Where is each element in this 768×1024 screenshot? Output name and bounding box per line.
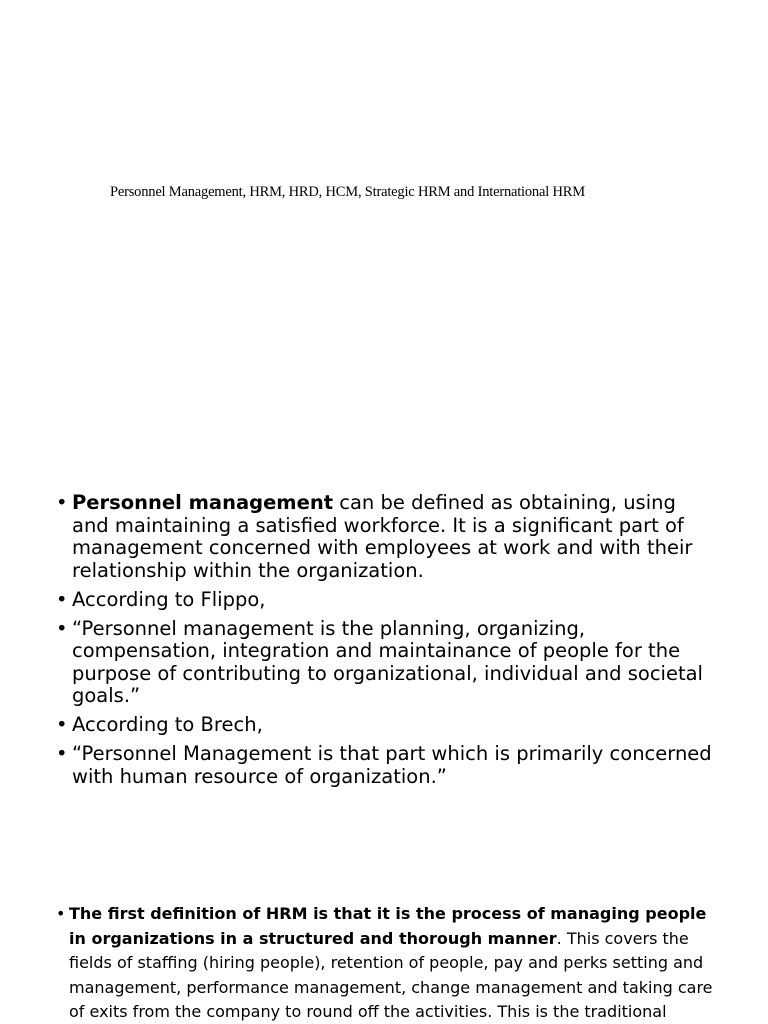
list-item — [56, 743, 716, 788]
term-bold: Personnel management — [72, 491, 334, 514]
definition-bold: The first definition of HRM is that it is the process of managing people in organizations in a structured and thorough manner — [69, 904, 707, 948]
list-item — [56, 492, 716, 582]
bullet-dot: • — [56, 904, 66, 923]
list-item — [56, 902, 718, 1024]
list-item — [56, 618, 716, 708]
personnel-management-list — [56, 492, 716, 795]
definition-text: can be defined as obtaining, using and maintaining a satisfied workforce. It is a significant part of management concerned with employees at work and with their relationship within the organization. — [72, 491, 693, 582]
quote-text: “Personnel Management is that part which is primarily concerned with human resource of organization.” — [72, 742, 712, 788]
bullet-dot: • — [56, 587, 68, 611]
bullet-dot: • — [56, 491, 68, 514]
bullet-dot: • — [56, 616, 68, 640]
bullet-dot: • — [56, 713, 68, 736]
hrm-definition-list — [56, 902, 718, 1024]
list-item — [56, 589, 716, 612]
page-title: Personnel Management, HRM, HRD, HCM, Strategic HRM and International HRM — [110, 184, 585, 200]
attribution-text: According to Flippo, — [72, 587, 266, 611]
definition-text: . This covers the fields of staffing (hiring people), retention of people, pay and perks setting and management, performance management, change management and taking care of exits from the company to round off the activities. This is the traditional — [69, 928, 713, 1022]
bullet-dot: • — [56, 742, 68, 765]
quote-text: “Personnel management is the planning, organizing, compensation, integration and maintainance of people for the purpose of contributing to organizational, individual and societal goals.” — [72, 616, 703, 707]
attribution-text: According to Brech, — [72, 713, 263, 736]
list-item — [56, 714, 716, 737]
